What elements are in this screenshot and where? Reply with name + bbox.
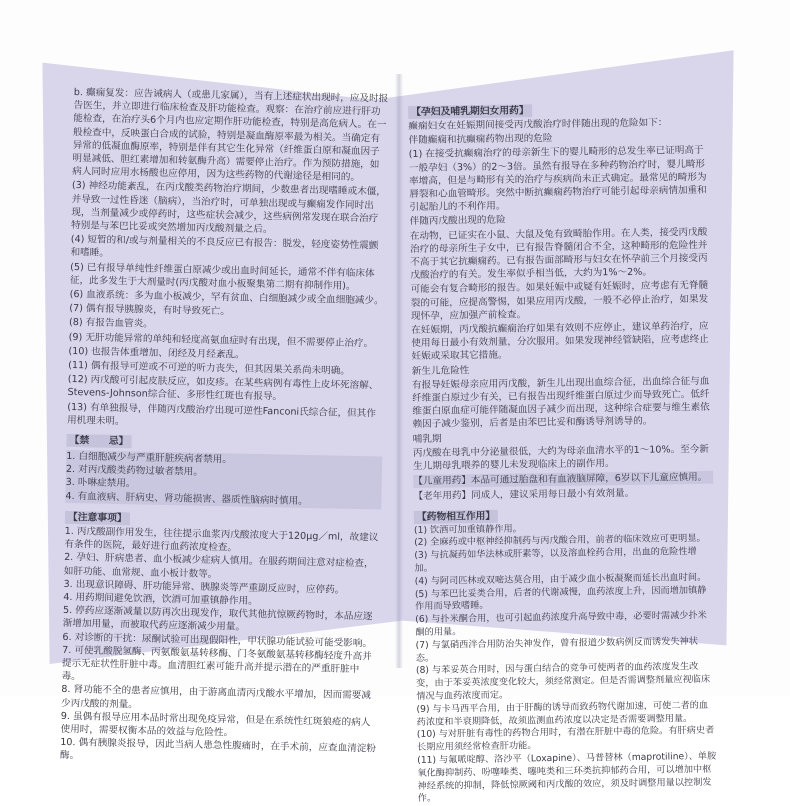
pregnancy-subtitle-1: 伴随癫痫和抗癫痫药物出现的危险: [408, 133, 553, 147]
adverse-p4: (4) 短暂的和/或与剂量相关的不良反应已有报告：脱发，轻度姿势性震颤和嗜睡。: [70, 234, 379, 260]
adverse-p6: (6) 血液系统：多为血小板减少，罕有贫血、白细胞减少或全血细胞减少。: [69, 289, 384, 307]
adverse-p3: (3) 神经功能紊乱，在丙戊酸类药物治疗期间，少数患者出现嗜睡或木僵，并导致一过性昏迷（脑病），当治疗时，可单独出现或与癫痫发作同时出现，当剂量减少或停药时，这些症状会减少，这些病例常发现在联合治疗特别是与苯巴比妥或突然增加丙戊酸剂量之后。: [70, 180, 387, 236]
lactation-body: 丙戊酸在母乳中分泌量很低，大约为母亲血清水平的1～10%。至今新生儿期母乳喂养的婴儿未发现临床上的副作用。: [412, 443, 710, 473]
pregnancy-body-4: 在妊娠期，丙戊酸抗癫痫治疗如果有效则不应停止，建议单药治疗，应使用每日最小有效剂量，分次服用。如果发现神经管缺陷，应考虑终止妊娠或采取其它措施。: [411, 320, 709, 363]
adverse-p5: (5) 已有报导单纯性纤维蛋白原减少或出血时间延长，通常不伴有临床体征，此多发生于大剂量时(丙戊酸对血小板聚集第二期有抑制作用)。: [69, 261, 375, 292]
contraindications-title: 【禁 忌】: [66, 434, 131, 448]
adverse-p11: (11) 偶有报导可逆或不可逆的听力丧失，但其因果关系尚未明确。: [68, 360, 350, 377]
lactation-subtitle: 哺乳期: [412, 433, 442, 445]
adverse-p13: (13) 有单独报导，伴随丙戊酸治疗出现可逆性Fanconi氏综合征，但其作用机理未明。: [66, 401, 376, 428]
adverse-p7: (7) 偶有报导胰腺炎，有时导致死亡。: [69, 303, 230, 318]
left-page: [59, 86, 390, 762]
pregnancy-body-1: (1) 在接受抗癫痫治疗的母亲新生下的婴儿畸形的总发生率已证明高于一般孕妇（3%）的2～3倍。虽然有报导在多种药物治疗时，婴儿畸形率增高，但是与畸形有关的治疗与疾病尚未正式确定。最常见的畸形为唇裂和心血管畸形。突然中断抗癫痫药物治疗可能引起母亲病情加重和引起胎儿的不利作用。: [408, 145, 707, 214]
precautions-title: 【注意事项】: [65, 511, 130, 525]
newborn-subtitle: 新生儿危险性: [411, 364, 470, 377]
pregnancy-body-2: 在动物，已证实在小鼠、大鼠及兔有致畸胎作用。在人类，接受丙戊酸治疗的母亲所生子女中，已有报告脊髓闭合不全，这种畸形的危险性并不高于其它抗癫痫药。已有报告面部畸形与妇女在怀孕前三个月接受丙戊酸治疗的有关。发生率似乎相当低，大约为1%～2%。: [409, 226, 708, 282]
adverse-p-b: b. 癫痫复发：应告诫病人（或患儿家属），当有上述症状出现时，应及时报告医生，并立即进行临床检查及肝功能检查。观察：在治疗前应进行肝功能检查，在治疗头6个月内也应定期作肝功能检查，特别是高危病人。在一般检查中，反映蛋白合成的试验，特别是凝血酶原率最为相关。当确定有异常的低凝血酶原率，特别是伴有其它生化异常（纤维蛋白原和凝血因子明显减低、胆红素增加和转氨酶升高）需要停止治疗。作为预防措施，如病人同时应用水杨酸也应停用，因为这些药物的代谢途径是相同的。: [72, 86, 389, 184]
interactions-body: (1) 饮酒可加重镇静作用。 (2) 全麻药或中枢神经抑制药与丙戊酸合用，前者的临床效应可更明显。 (3) 与抗凝药如华法林或肝素等，以及溶血栓药合用，出血的危险性增加。 (4) 与阿司匹林或双嘧达莫合用，由于减少血小板凝聚而延长出血时间。 (5) 与苯巴比妥类合用，后者的代谢减慢，血药浓度上升，因而增加镇静作用而导致嗜睡。 (6) 与扑米酮合用，也可引起血药浓度升高导致中毒，必要时需减少扑米酮的用量。 (7) 与氯硝西泮合用防治失神发作，曾有报道少数病例反而诱发失神状态。 (8) 与苯妥英合用时，因与蛋白结合的竞争可使两者的血药浓度发生改变，由于苯妥英浓度变化较大，须经常测定。但是否需调整剂量应视临床情况与血药浓度而定。 (9) 与卡马西平合用，由于肝酶的诱导而致药物代谢加速，可使二者的血药浓度和半衰期降低，故须监测血药浓度以决定是否需要调整用量。 (10) 与对肝脏有毒性的药物合用时，有潜在肝脏中毒的危险。有肝病史者长期应用须经常检查肝功能。 (11) 与氟哌啶醇、洛沙平（Loxapine）、马普替林（maprotiline）、单胺氧化酶抑制药、吩噻嗪类、噻吨类和三环类抗抑郁药合用，可以增加中枢神经系统的抑制，降低惊厥阈和丙戊酸的效应，须及时调整用量以控制发作。: [413, 523, 717, 805]
precautions-body: 1. 丙戊酸副作用发生，往往提示血浆丙戊酸浓度大于120μg／ml，故建议有条件的医院，最好进行血药浓度检查。 2. 孕妇、肝病患者、血小板减少症病人慎用。在服药期间注意对症检查，如肝功能、血常规、血小板计数等。 3. 出现意识障碍、肝功能异常、胰腺炎等严重副反应时，应停药。 4. 用药期间避免饮酒，饮酒可加重镇静作用。 5. 停药应逐渐减量以防再次出现发作，取代其他抗惊厥药物时，本品应逐渐增加用量，而被取代药应逐渐减少用量。 6. 对诊断的干扰：尿酮试验可出现假阳性，甲状腺功能试验可能受影响。 7. 可使乳酸脱氢酶、丙氨酸氨基转移酶、门冬氨酸氨基转移酶轻度升高并提示无症状性肝脏中毒。血清胆红素可能升高并提示潜在的严重肝脏中毒。 8. 肾功能不全的患者应慎用，由于游离血清丙戊酸水平增加，因而需要减少丙戊酸的剂量。 9. 虽偶有报导应用本品时常出现免疫异常，但是在系统性红斑狼疮的病人使用时，需要权衡本品的效益与危险性。 10. 偶有胰腺炎报导，因此当病人患急性腹痛时，在手术前，应查血清淀粉酶。: [59, 525, 379, 762]
right-page: [408, 96, 717, 805]
pregnancy-intro: 癫痫妇女在妊娠期间接受丙戊酸治疗时伴随出现的危险如下：: [408, 117, 668, 132]
children-use: 【儿童用药】本品可通过胎盘和有血液脑屏障，6岁以下儿童应慎用。: [413, 471, 713, 488]
contraindications-body: 1. 白细胞减少与严重肝脏疾病者禁用。 2. 对丙戊酸类药物过敏者禁用。 3. 卟啉症禁用。 4. 有血液病、肝病史、肾功能损害、器质性脑病时慎用。: [65, 450, 382, 509]
adverse-p9: (9) 无肝功能异常的单纯和轻度高氨血症时有出现，但不需要停止治疗。: [68, 331, 374, 349]
elderly-use: 【老年用药】同成人，建议采用每日最小有效剂量。: [413, 488, 635, 503]
newborn-body: 有报导妊娠母亲应用丙戊酸，新生儿出现出血综合征，出血综合征与血纤维蛋白原过少有关，已有报告出现纤维蛋白原过少而导致死亡。低纤维蛋白原血症可能伴随凝血因子减少而出现，这种综合症要与维生素依赖因子减少鉴别，后者是由苯巴比妥和酶诱导剂诱导的。: [411, 375, 710, 431]
adverse-p12: (12) 丙戊酸可引起皮肤反应，如皮疹。在某些病例有毒性上皮坏死溶解、Stevens-Johnson综合征、多形性红斑也有报导。: [67, 374, 379, 403]
leaflet-fold: [395, 74, 403, 668]
pregnancy-subtitle-2: 伴随丙戊酸出现的危险: [409, 215, 506, 228]
pregnancy-title: 【孕妇及哺乳期妇女用药】: [408, 104, 532, 119]
adverse-p8: (8) 有报告血管炎。: [68, 317, 153, 331]
pregnancy-body-3: 可能会有复合畸形的报告。如果妊娠中或疑有妊娠时，应考虑有无脊髓裂的可能，应提高警惕，如果应用丙戊酸，一般不必停止治疗，如果发现怀孕，应加强产前检查。: [410, 280, 709, 322]
interactions-title: 【药物相互作用】: [414, 509, 499, 523]
adverse-p10: (10) 也报告体重增加、闭经及月经紊乱。: [68, 345, 245, 361]
